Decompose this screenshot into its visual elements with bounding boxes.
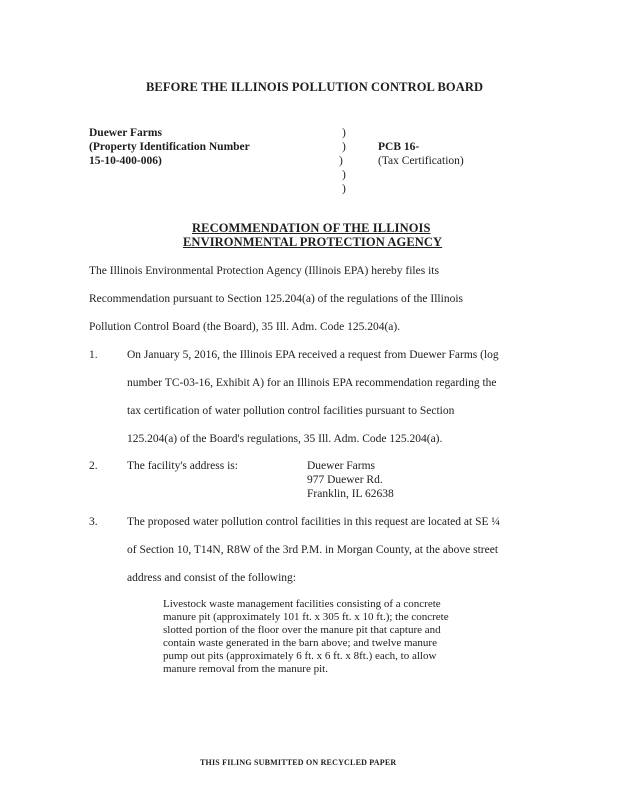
block-quote-line-2: manure pit (approximately 101 ft. x 305 ft. x 10 ft.); the concrete: [163, 611, 449, 623]
para1-line-4: 125.204(a) of the Board's regulations, 35 Ill. Adm. Code 125.204(a).: [127, 433, 443, 445]
block-quote-line-5: pump out pits (approximately 6 ft. x 6 ft. x 8ft.) each, to allow: [163, 650, 437, 662]
recommendation-title-line-1: RECOMMENDATION OF THE ILLINOIS: [192, 221, 431, 235]
address-line-3: Franklin, IL 62638: [307, 488, 394, 500]
caption-party-line-2: (Property Identification Number: [89, 141, 250, 153]
case-number: PCB 16-: [378, 141, 420, 153]
board-heading: BEFORE THE ILLINOIS POLLUTION CONTROL BOARD: [146, 80, 484, 94]
intro-line-3: Pollution Control Board (the Board), 35 Ill. Adm. Code 125.204(a).: [89, 321, 401, 333]
block-quote-line-4: contain waste generated in the barn above; and twelve manure: [163, 637, 437, 649]
address-line-1: Duewer Farms: [307, 460, 376, 472]
para1-number: 1.: [89, 349, 98, 361]
para1-line-2: number TC-03-16, Exhibit A) for an Illinois EPA recommendation regarding the: [127, 377, 497, 389]
para2-label: The facility's address is:: [127, 460, 238, 472]
block-quote-line-6: manure removal from the manure pit.: [163, 663, 328, 675]
address-line-2: 977 Duewer Rd.: [307, 474, 383, 486]
intro-line-1: The Illinois Environmental Protection Agency (Illinois EPA) hereby files its: [89, 265, 439, 277]
caption-party-line-3: 15-10-400-006): [89, 155, 162, 167]
para3-number: 3.: [89, 516, 98, 528]
block-quote-line-3: slotted portion of the floor over the manure pit that capture and: [163, 624, 441, 636]
para1-line-1: On January 5, 2016, the Illinois EPA received a request from Duewer Farms (log: [127, 349, 499, 361]
case-type: (Tax Certification): [378, 155, 464, 167]
para3-line-2: of Section 10, T14N, R8W of the 3rd P.M. in Morgan County, at the above street: [127, 544, 499, 556]
para2-number: 2.: [89, 460, 98, 472]
para3-line-1: The proposed water pollution control facilities in this request are located at SE ¼: [127, 516, 501, 528]
caption-paren: ): [339, 155, 343, 167]
caption-paren: ): [342, 169, 346, 181]
caption-paren: ): [342, 127, 346, 139]
para3-line-3: address and consist of the following:: [127, 572, 296, 584]
para1-line-3: tax certification of water pollution control facilities pursuant to Section: [127, 405, 455, 417]
recycled-paper-footer: THIS FILING SUBMITTED ON RECYCLED PAPER: [200, 758, 397, 767]
caption-paren: ): [342, 183, 346, 195]
intro-line-2: Recommendation pursuant to Section 125.204(a) of the regulations of the Illinois: [89, 293, 463, 305]
recommendation-title-line-2: ENVIRONMENTAL PROTECTION AGENCY: [183, 235, 443, 249]
caption-party-line-1: Duewer Farms: [89, 127, 162, 139]
block-quote-line-1: Livestock waste management facilities consisting of a concrete: [163, 598, 441, 610]
caption-paren: ): [342, 141, 346, 153]
